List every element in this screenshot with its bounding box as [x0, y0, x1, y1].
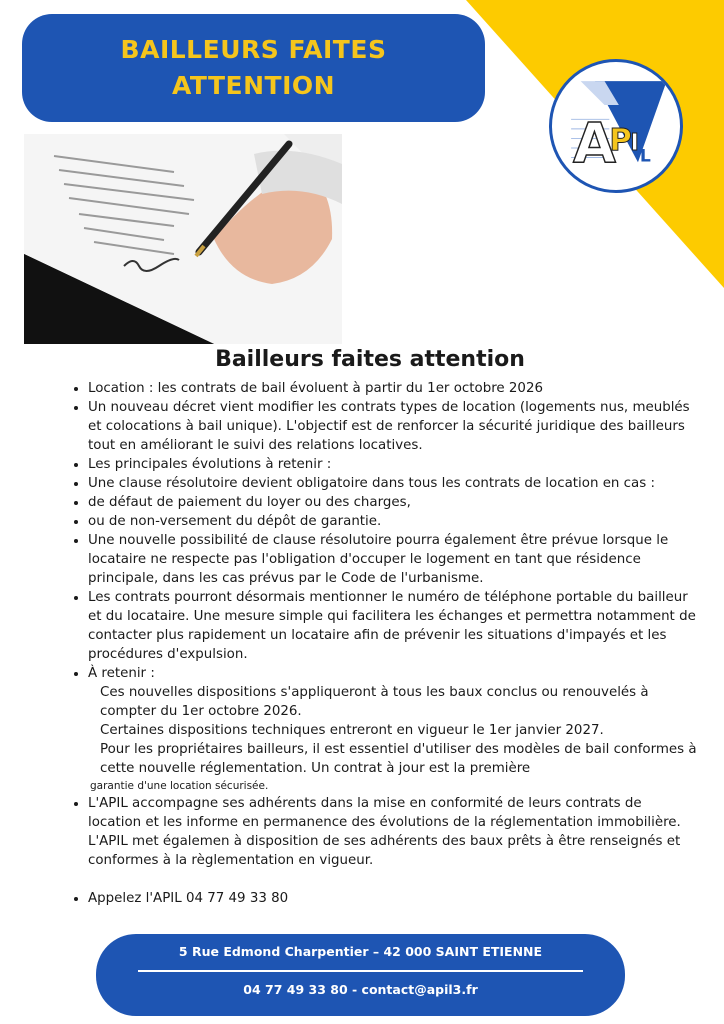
retenir-paragraph-3: Pour les propriétaires bailleurs, il est essentiel d'utiliser des modèles de bail conformes à cette nouvelle réglementation. Un contrat à jour est la première — [100, 742, 697, 776]
retenir-paragraph-3-end: garantie d'une location sécurisée. — [90, 780, 269, 792]
retenir-paragraph-1: Ces nouvelles dispositions s'appliqueront à tous les baux conclus ou renouvelés à compter du 1er octobre 2026. — [100, 685, 649, 719]
banner-title-line-1: BAILLEURS FAITES — [120, 35, 387, 64]
apil-logo — [549, 59, 683, 193]
svg-text:P: P — [609, 122, 632, 158]
footer-divider — [138, 970, 583, 972]
footer-contact: 04 77 49 33 80 - contact@apil3.fr — [243, 982, 478, 997]
contract-signing-photo — [24, 134, 342, 344]
title-banner — [22, 14, 485, 122]
list-item-call: • Appelez l'APIL 04 77 49 33 80 — [88, 889, 698, 908]
article-heading: Bailleurs faites attention — [215, 347, 525, 372]
list-item: • Une clause résolutoire devient obligatoire dans tous les contrats de location en cas : — [88, 474, 698, 493]
article-content — [62, 379, 698, 908]
list-item: • de défaut de paiement du loyer ou des charges, — [88, 493, 698, 512]
list-item: • Les contrats pourront désormais mentionner le numéro de téléphone portable du bailleur et du locataire. Une mesure simple qui facilitera les échanges et permettra notamment de contacter plus rapidement un locataire afin de prévenir les situations d'impayés et les procédures d'expulsion. — [88, 588, 698, 664]
svg-text:A: A — [573, 112, 616, 177]
list-item: • Une nouvelle possibilité de clause résolutoire pourra également être prévue lorsque le locataire ne respecte pas l'obligation d'occuper le logement en tant que résidence principale, dans les cas prévus par le Code de l'urbanisme. — [88, 531, 698, 588]
banner-title-line-2: ATTENTION — [171, 71, 336, 100]
list-item-apil: • L'APIL accompagne ses adhérents dans la mise en conformité de leurs contrats de location et les informe en permanence des évolutions de la réglementation immobilière. L'APIL met égalemen à disposition de ses adhérents des baux prêts à être renseignés et conformes à la règlementation en vigueur. — [88, 794, 698, 870]
apil-logo-icon — [552, 62, 680, 190]
article-list — [62, 379, 698, 908]
list-item: • Les principales évolutions à retenir : — [88, 455, 698, 474]
svg-text:L: L — [639, 146, 651, 167]
list-item: • Location : les contrats de bail évoluent à partir du 1er octobre 2026 — [88, 379, 698, 398]
contact-footer — [96, 934, 625, 1016]
footer-address: 5 Rue Edmond Charpentier – 42 000 SAINT ETIENNE — [178, 944, 543, 959]
list-item-retenir — [88, 664, 698, 794]
retenir-label: À retenir : — [88, 666, 155, 681]
list-item: • ou de non-versement du dépôt de garantie. — [88, 512, 698, 531]
photo-illustration — [24, 134, 342, 344]
svg-text:I: I — [630, 129, 639, 156]
retenir-paragraph-2: Certaines dispositions techniques entreront en vigueur le 1er janvier 2027. — [100, 723, 604, 738]
list-item: • Un nouveau décret vient modifier les contrats types de location (logements nus, meublés et colocations à bail unique). L'objectif est de renforcer la sécurité juridique des bailleurs tout en améliorant le suivi des relations locatives. — [88, 398, 698, 455]
